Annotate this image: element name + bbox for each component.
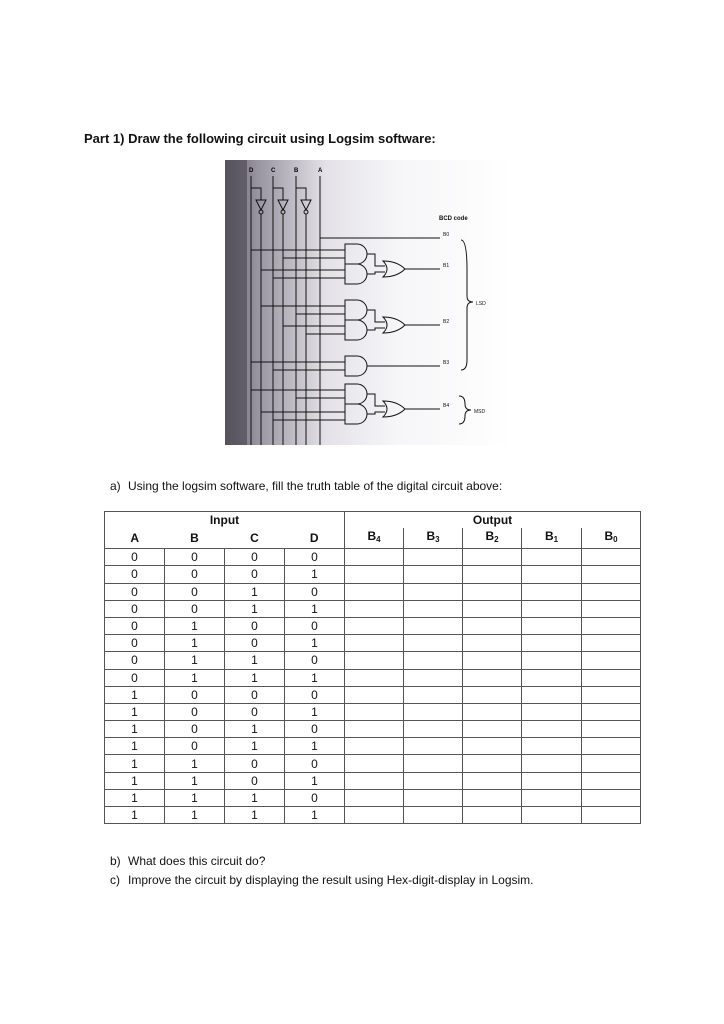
output-cell <box>404 652 463 669</box>
output-b1: B1 <box>443 263 450 269</box>
input-cell: 0 <box>225 686 285 703</box>
output-cell <box>345 772 404 789</box>
output-cell <box>404 566 463 583</box>
input-cell: 1 <box>225 600 285 617</box>
col-header-c: C <box>225 528 285 549</box>
output-cell <box>522 617 582 634</box>
output-cell <box>463 738 522 755</box>
input-label-b: B <box>294 168 299 174</box>
input-cell: 1 <box>225 789 285 806</box>
input-cell: 1 <box>285 772 345 789</box>
input-cell: 0 <box>105 566 165 583</box>
input-cell: 1 <box>105 703 165 720</box>
input-cell: 1 <box>165 755 225 772</box>
input-cell: 0 <box>165 721 225 738</box>
output-cell <box>582 617 641 634</box>
output-cell <box>404 703 463 720</box>
output-cell <box>345 755 404 772</box>
input-cell: 0 <box>285 549 345 566</box>
output-cell <box>522 686 582 703</box>
input-cell: 1 <box>105 686 165 703</box>
output-b0: B0 <box>443 232 450 238</box>
output-cell <box>404 686 463 703</box>
output-cell <box>345 686 404 703</box>
input-cell: 0 <box>225 617 285 634</box>
output-cell <box>404 755 463 772</box>
truth-table-body <box>105 549 641 824</box>
col-header-b2: $B_2$ <box>463 528 522 549</box>
input-cell: 1 <box>165 807 225 824</box>
input-cell: 0 <box>105 669 165 686</box>
output-cell <box>345 600 404 617</box>
table-row <box>105 583 641 600</box>
output-cell <box>463 600 522 617</box>
output-cell <box>345 669 404 686</box>
question-b-text: What does this circuit do? <box>128 854 266 868</box>
truth-table <box>104 511 641 824</box>
input-cell: 1 <box>105 738 165 755</box>
table-row <box>105 549 641 566</box>
table-row <box>105 686 641 703</box>
output-cell <box>582 566 641 583</box>
output-cell <box>582 652 641 669</box>
input-cell: 0 <box>165 549 225 566</box>
input-cell: 0 <box>225 755 285 772</box>
msd-label: MSD <box>474 409 486 415</box>
input-cell: 1 <box>165 772 225 789</box>
table-row <box>105 669 641 686</box>
input-group-header: Input <box>105 512 345 529</box>
col-header-a: A <box>105 528 165 549</box>
input-cell: 1 <box>105 772 165 789</box>
col-header-b4: $B_4$ <box>345 528 404 549</box>
output-cell <box>522 738 582 755</box>
output-cell <box>522 669 582 686</box>
input-cell: 1 <box>225 738 285 755</box>
output-cell <box>522 549 582 566</box>
output-cell <box>522 703 582 720</box>
output-cell <box>463 652 522 669</box>
output-cell <box>463 566 522 583</box>
part-title: Part 1) Draw the following circuit using Logsim software: <box>84 131 436 146</box>
table-row <box>105 703 641 720</box>
input-label-d: D <box>249 168 254 174</box>
circuit-diagram <box>225 160 513 445</box>
input-cell: 1 <box>105 721 165 738</box>
input-cell: 1 <box>165 635 225 652</box>
output-cell <box>522 807 582 824</box>
input-cell: 0 <box>285 686 345 703</box>
input-cell: 1 <box>165 652 225 669</box>
output-cell <box>404 617 463 634</box>
input-cell: 0 <box>225 549 285 566</box>
output-cell <box>522 566 582 583</box>
question-a-number: a) <box>110 479 121 493</box>
input-cell: 0 <box>225 566 285 583</box>
output-cell <box>582 721 641 738</box>
output-cell <box>582 669 641 686</box>
input-cell: 1 <box>165 789 225 806</box>
input-cell: 0 <box>285 617 345 634</box>
output-cell <box>345 703 404 720</box>
output-cell <box>522 721 582 738</box>
output-cell <box>522 635 582 652</box>
col-header-b3: $B_3$ <box>404 528 463 549</box>
output-cell <box>404 583 463 600</box>
input-cell: 0 <box>165 583 225 600</box>
input-cell: 1 <box>105 807 165 824</box>
question-b-number: b) <box>110 854 121 868</box>
question-b <box>110 854 265 868</box>
output-cell <box>582 686 641 703</box>
input-cell: 1 <box>165 617 225 634</box>
input-cell: 0 <box>165 686 225 703</box>
output-cell <box>404 635 463 652</box>
input-cell: 0 <box>225 635 285 652</box>
input-cell: 1 <box>225 669 285 686</box>
output-b2: B2 <box>443 319 450 325</box>
output-cell <box>345 566 404 583</box>
input-cell: 0 <box>225 772 285 789</box>
col-header-b: B <box>165 528 225 549</box>
bcd-code-label: BCD code <box>439 216 468 222</box>
col-header-d: D <box>285 528 345 549</box>
output-cell <box>463 772 522 789</box>
output-cell <box>463 617 522 634</box>
input-cell: 1 <box>285 600 345 617</box>
input-cell: 0 <box>285 721 345 738</box>
output-cell <box>404 738 463 755</box>
table-row <box>105 617 641 634</box>
input-cell: 1 <box>225 721 285 738</box>
input-label-c: C <box>271 168 276 174</box>
output-cell <box>404 772 463 789</box>
output-cell <box>582 807 641 824</box>
input-cell: 1 <box>225 583 285 600</box>
output-cell <box>345 721 404 738</box>
input-cell: 0 <box>105 549 165 566</box>
input-cell: 0 <box>285 652 345 669</box>
question-a-text: Using the logsim software, fill the truth table of the digital circuit above: <box>128 479 503 493</box>
output-cell <box>582 738 641 755</box>
table-row <box>105 635 641 652</box>
table-row <box>105 721 641 738</box>
input-cell: 0 <box>285 789 345 806</box>
output-cell <box>404 600 463 617</box>
input-cell: 1 <box>225 652 285 669</box>
output-cell <box>582 600 641 617</box>
question-c-number: c) <box>110 873 120 887</box>
input-label-a: A <box>318 168 323 174</box>
input-cell: 0 <box>225 703 285 720</box>
output-cell <box>463 549 522 566</box>
input-cell: 0 <box>165 738 225 755</box>
output-cell <box>345 583 404 600</box>
question-a <box>110 479 502 493</box>
output-cell <box>582 583 641 600</box>
output-cell <box>582 789 641 806</box>
input-cell: 1 <box>285 669 345 686</box>
output-cell <box>522 789 582 806</box>
input-cell: 0 <box>105 600 165 617</box>
input-cell: 1 <box>285 566 345 583</box>
table-row <box>105 772 641 789</box>
output-cell <box>463 721 522 738</box>
output-cell <box>345 738 404 755</box>
output-cell <box>463 583 522 600</box>
table-row <box>105 789 641 806</box>
output-cell <box>404 669 463 686</box>
output-cell <box>463 789 522 806</box>
output-cell <box>345 549 404 566</box>
input-cell: 0 <box>105 652 165 669</box>
question-c-text: Improve the circuit by displaying the result using Hex-digit-display in Logsim. <box>128 873 534 887</box>
input-cell: 0 <box>105 635 165 652</box>
output-cell <box>345 652 404 669</box>
input-cell: 0 <box>285 755 345 772</box>
input-cell: 1 <box>285 807 345 824</box>
output-cell <box>345 807 404 824</box>
input-cell: 1 <box>105 789 165 806</box>
output-group-header: Output <box>345 512 641 529</box>
output-cell <box>404 807 463 824</box>
output-cell <box>582 703 641 720</box>
output-cell <box>522 755 582 772</box>
table-row <box>105 566 641 583</box>
question-c <box>110 873 534 887</box>
output-cell <box>345 789 404 806</box>
output-cell <box>463 755 522 772</box>
input-cell: 1 <box>285 738 345 755</box>
input-cell: 0 <box>165 703 225 720</box>
input-cell: 0 <box>165 566 225 583</box>
output-cell <box>522 600 582 617</box>
output-cell <box>582 635 641 652</box>
table-row <box>105 755 641 772</box>
input-cell: 1 <box>285 635 345 652</box>
output-cell <box>463 807 522 824</box>
output-cell <box>345 635 404 652</box>
input-cell: 1 <box>225 807 285 824</box>
input-cell: 1 <box>165 669 225 686</box>
input-cell: 1 <box>105 755 165 772</box>
input-cell: 1 <box>285 703 345 720</box>
output-b3: B3 <box>443 360 450 366</box>
output-cell <box>345 617 404 634</box>
output-cell <box>404 789 463 806</box>
col-header-b1: $B_1$ <box>522 528 582 549</box>
output-cell <box>463 686 522 703</box>
output-cell <box>463 635 522 652</box>
lsd-label: LSD <box>476 301 486 307</box>
input-cell: 0 <box>165 600 225 617</box>
input-cell: 0 <box>285 583 345 600</box>
output-cell <box>404 549 463 566</box>
output-cell <box>582 549 641 566</box>
input-cell: 0 <box>105 583 165 600</box>
output-cell <box>463 669 522 686</box>
output-cell <box>522 652 582 669</box>
output-cell <box>463 703 522 720</box>
table-row <box>105 807 641 824</box>
input-cell: 0 <box>105 617 165 634</box>
output-cell <box>522 583 582 600</box>
table-row <box>105 738 641 755</box>
table-row <box>105 600 641 617</box>
output-cell <box>522 772 582 789</box>
output-cell <box>582 772 641 789</box>
output-b4: B4 <box>443 403 450 409</box>
table-row <box>105 652 641 669</box>
col-header-b0: $B_0$ <box>582 528 641 549</box>
output-cell <box>404 721 463 738</box>
output-cell <box>582 755 641 772</box>
